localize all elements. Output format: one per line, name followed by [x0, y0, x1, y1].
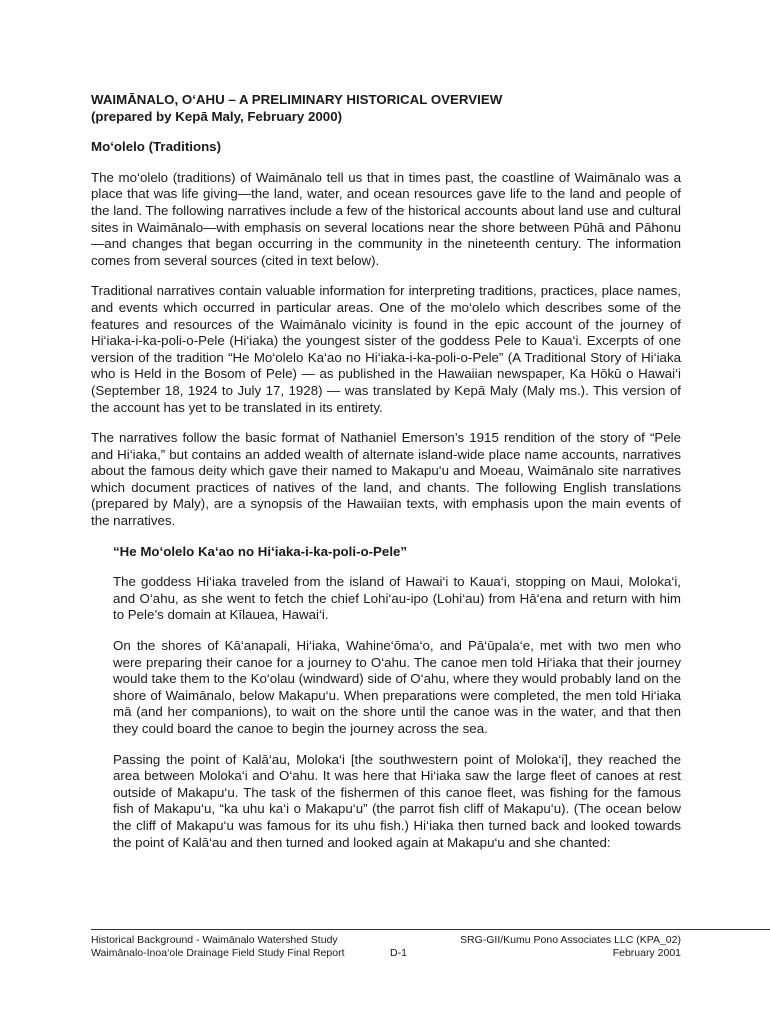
document-body — [91, 92, 681, 851]
page-number: D-1 — [390, 947, 407, 959]
footer-right-line1: SRG-GII/Kumu Pono Associates LLC (KPA_02) — [460, 934, 681, 946]
paragraph-1: The mo‘olelo (traditions) of Waimānalo tell us that in times past, the coastline of Waimānalo was a place that was life giving—the land, water, and ocean resources gave life to the land and people of the land. The following narratives include a few of the historical accounts about land use and cultural sites in Waimānalo—with emphasis on several locations near the shore between Pūhā and Pāhonu—and changes that began occurring in the community in the nineteenth century. The information comes from several sources (cited in text below). — [91, 169, 681, 268]
story-paragraph-3: Passing the point of Kalā‘au, Moloka‘i [the southwestern point of Moloka‘i], they reached the area between Moloka‘i and O‘ahu. It was here that Hi‘iaka saw the large fleet of canoes at rest outside of Makapu‘u. The task of the fishermen of this canoe fleet, was fishing for the famous fish of Makapu‘u, “ka uhu ka‘i o Makapu‘u” (the parrot fish cliff of Makapu‘u). (The ocean below the cliff of Makapu‘u was famous for its uhu fish.) Hi‘iaka then turned back and looked towards the point of Kalā‘au and then turned and looked again at Makapu‘u and she chanted: — [113, 751, 681, 850]
story-paragraph-1: The goddess Hi‘iaka traveled from the island of Hawai‘i to Kaua‘i, stopping on Maui, Moloka‘i, and O‘ahu, as she went to fetch the chief Lohi‘au-ipo (Lohi‘au) from Hā‘ena and return with him to Pele’s domain at Kīlauea, Hawai‘i. — [113, 574, 681, 623]
paragraph-3: The narratives follow the basic format of Nathaniel Emerson’s 1915 rendition of the story of “Pele and Hi‘iaka,” but contains an added wealth of alternate island-wide place name accounts, narratives about the famous deity which gave their named to Makapu‘u and Moeau, Waimānalo site narratives which document practices of natives of the land, and chants. The following English translations (prepared by Maly), are a synopsis of the Hawaiian texts, with emphasis upon the main events of the narratives. — [91, 430, 681, 529]
footer-left-line1: Historical Background - Waimānalo Watershed Study — [91, 934, 338, 946]
section-heading: Mo‘olelo (Traditions) — [91, 139, 222, 155]
footer-left — [91, 934, 345, 960]
story-paragraph-2: On the shores of Kā‘anapali, Hi‘iaka, Wahine‘ōma‘o, and Pā‘ūpala‘e, met with two men who were preparing their canoe for a journey to O‘ahu. The canoe men told Hi‘iaka that their journey would take them to the Ko‘olau (windward) side of O‘ahu, where they would probably land on the shore of Waimānalo, below Makapu‘u. When preparations were completed, the men told Hi‘iaka mā (and her companions), to wait on the shore until the canoe was in the water, and that then they could board the canoe to begin the journey across the sea. — [113, 638, 681, 736]
page-footer — [91, 934, 681, 964]
document-title: WAIMĀNALO, O‘AHU – A PRELIMINARY HISTORICAL OVERVIEW — [91, 92, 503, 107]
footer-divider — [91, 929, 770, 930]
document-subtitle: (prepared by Kepā Maly, February 2000) — [91, 108, 343, 124]
footer-right — [460, 934, 681, 960]
paragraph-2: Traditional narratives contain valuable information for interpreting traditions, practices, place names, and events which occurred in particular areas. One of the mo‘olelo which describes some of the features and resources of the Waimānalo vicinity is found in the epic account of the journey of Hi‘iaka-i-ka-poli-o-Pele (Hi‘iaka) the youngest sister of the goddess Pele to Kaua‘i. Excerpts of one version of the tradition “He Mo‘olelo Ka‘ao no Hi‘iaka-i-ka-poli-o-Pele” (A Traditional Story of Hi‘iaka who is Held in the Bosom of Pele) — as published in the Hawaiian newspaper, Ka Hōkū o Hawai‘i (September 18, 1924 to July 17, 1928) — was translated by Kepā Maly (Maly ms.). This version of the account has yet to be translated in its entirety. — [91, 283, 681, 415]
story-heading: “He Mo‘olelo Ka‘ao no Hi‘iaka-i-ka-poli-o-Pele” — [113, 543, 408, 559]
footer-left-line2: Waimānalo-Inoa‘ole Drainage Field Study Final Report — [91, 947, 345, 959]
footer-right-line2: February 2001 — [612, 947, 681, 959]
